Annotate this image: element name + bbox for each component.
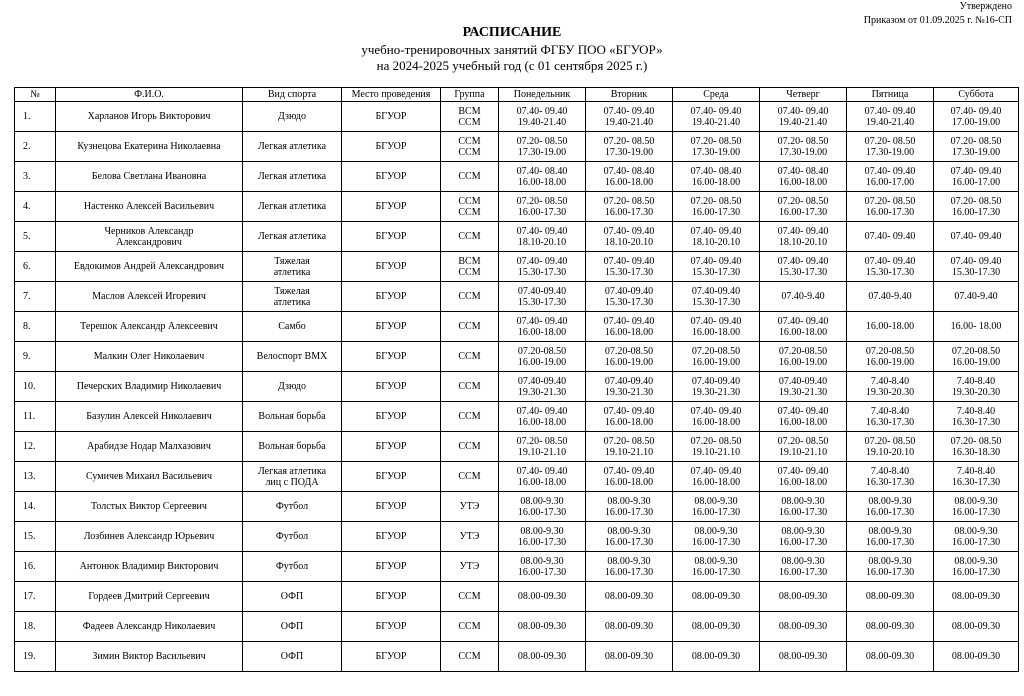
row-number-cell: 8. (15, 312, 56, 342)
wednesday-time-cell: 08.00-09.30 (673, 642, 760, 672)
monday-time-cell: 07.40- 08.40 16.00-18.00 (499, 162, 586, 192)
thursday-time-cell: 08.00-9.30 16.00-17.30 (760, 492, 847, 522)
trainer-name-cell: Малкин Олег Николаевич (56, 342, 243, 372)
table-row (15, 642, 1019, 672)
trainer-name-cell: Лозбинев Александр Юрьевич (56, 522, 243, 552)
saturday-time-cell: 08.00-09.30 (934, 582, 1019, 612)
row-number-cell: 19. (15, 642, 56, 672)
wednesday-time-cell: 07.40- 09.40 18.10-20.10 (673, 222, 760, 252)
col-header-saturday: Суббота (934, 88, 1019, 102)
saturday-time-cell: 07.40- 09.40 (934, 222, 1019, 252)
tuesday-time-cell: 07.20-08.50 16.00-19.00 (586, 342, 673, 372)
table-row (15, 132, 1019, 162)
monday-time-cell: 07.20- 08.50 17.30-19.00 (499, 132, 586, 162)
venue-cell: БГУОР (342, 132, 441, 162)
sport-cell: Легкая атлетика (243, 132, 342, 162)
friday-time-cell: 08.00-9.30 16.00-17.30 (847, 552, 934, 582)
row-number-cell: 5. (15, 222, 56, 252)
friday-time-cell: 7.40-8.40 16.30-17.30 (847, 462, 934, 492)
thursday-time-cell: 07.40- 09.40 16.00-18.00 (760, 462, 847, 492)
wednesday-time-cell: 07.40- 09.40 16.00-18.00 (673, 312, 760, 342)
friday-time-cell: 07.40- 09.40 16.00-17.00 (847, 162, 934, 192)
col-header-number: № (15, 88, 56, 102)
row-number-cell: 4. (15, 192, 56, 222)
monday-time-cell: 08.00-9.30 16.00-17.30 (499, 522, 586, 552)
venue-cell: БГУОР (342, 612, 441, 642)
tuesday-time-cell: 07.40-09.40 15.30-17.30 (586, 282, 673, 312)
group-cell: УТЭ (441, 552, 499, 582)
row-number-cell: 12. (15, 432, 56, 462)
trainer-name-cell: Базулин Алексей Николаевич (56, 402, 243, 432)
trainer-name-cell: Маслов Алексей Игоревич (56, 282, 243, 312)
wednesday-time-cell: 08.00-09.30 (673, 612, 760, 642)
table-row (15, 252, 1019, 282)
sport-cell: Вольная борьба (243, 432, 342, 462)
trainer-name-cell: Толстых Виктор Сергеевич (56, 492, 243, 522)
friday-time-cell: 07.40- 09.40 19.40-21.40 (847, 102, 934, 132)
saturday-time-cell: 7.40-8.40 16.30-17.30 (934, 462, 1019, 492)
friday-time-cell: 08.00-9.30 16.00-17.30 (847, 522, 934, 552)
venue-cell: БГУОР (342, 282, 441, 312)
sport-cell: Легкая атлетика лиц с ПОДА (243, 462, 342, 492)
sport-cell: ОФП (243, 642, 342, 672)
document-title: РАСПИСАНИЕ (462, 25, 562, 40)
sport-cell: Дзюдо (243, 102, 342, 132)
tuesday-time-cell: 07.40- 08.40 16.00-18.00 (586, 162, 673, 192)
table-header-row (15, 88, 1019, 102)
row-number-cell: 9. (15, 342, 56, 372)
wednesday-time-cell: 08.00-9.30 16.00-17.30 (673, 492, 760, 522)
friday-time-cell: 08.00-9.30 16.00-17.30 (847, 492, 934, 522)
col-header-group: Группа (441, 88, 499, 102)
group-cell: ССМ (441, 642, 499, 672)
table-row (15, 192, 1019, 222)
thursday-time-cell: 08.00-09.30 (760, 582, 847, 612)
trainer-name-cell: Харланов Игорь Викторович (56, 102, 243, 132)
table-row (15, 552, 1019, 582)
group-cell: ССМ (441, 282, 499, 312)
monday-time-cell: 08.00-09.30 (499, 582, 586, 612)
venue-cell: БГУОР (342, 552, 441, 582)
monday-time-cell: 08.00-9.30 16.00-17.30 (499, 492, 586, 522)
table-row (15, 312, 1019, 342)
thursday-time-cell: 07.40- 09.40 16.00-18.00 (760, 312, 847, 342)
row-number-cell: 14. (15, 492, 56, 522)
venue-cell: БГУОР (342, 102, 441, 132)
schedule-table (14, 87, 1019, 672)
row-number-cell: 13. (15, 462, 56, 492)
friday-time-cell: 7.40-8.40 19.30-20.30 (847, 372, 934, 402)
wednesday-time-cell: 07.40- 09.40 16.00-18.00 (673, 402, 760, 432)
friday-time-cell: 7.40-8.40 16.30-17.30 (847, 402, 934, 432)
row-number-cell: 11. (15, 402, 56, 432)
trainer-name-cell: Гордеев Дмитрий Сергеевич (56, 582, 243, 612)
monday-time-cell: 07.40- 09.40 16.00-18.00 (499, 462, 586, 492)
thursday-time-cell: 07.40- 09.40 16.00-18.00 (760, 402, 847, 432)
row-number-cell: 7. (15, 282, 56, 312)
row-number-cell: 17. (15, 582, 56, 612)
col-header-tuesday: Вторник (586, 88, 673, 102)
saturday-time-cell: 07.20-08.50 16.00-19.00 (934, 342, 1019, 372)
tuesday-time-cell: 07.40- 09.40 15.30-17.30 (586, 252, 673, 282)
sport-cell: ОФП (243, 612, 342, 642)
monday-time-cell: 07.20- 08.50 19.10-21.10 (499, 432, 586, 462)
venue-cell: БГУОР (342, 372, 441, 402)
subtitle-line-2: на 2024-2025 учебный год (с 01 сентября 2025 г.) (376, 58, 648, 73)
saturday-time-cell: 07.20- 08.50 16.00-17.30 (934, 192, 1019, 222)
trainer-name-cell: Евдокимов Андрей Александрович (56, 252, 243, 282)
tuesday-time-cell: 08.00-9.30 16.00-17.30 (586, 552, 673, 582)
venue-cell: БГУОР (342, 492, 441, 522)
wednesday-time-cell: 07.20- 08.50 19.10-21.10 (673, 432, 760, 462)
friday-time-cell: 07.40-9.40 (847, 282, 934, 312)
group-cell: ССМ (441, 432, 499, 462)
monday-time-cell: 07.40- 09.40 19.40-21.40 (499, 102, 586, 132)
table-row (15, 222, 1019, 252)
tuesday-time-cell: 07.40- 09.40 19.40-21.40 (586, 102, 673, 132)
group-cell: ССМ (441, 612, 499, 642)
thursday-time-cell: 07.40- 09.40 19.40-21.40 (760, 102, 847, 132)
group-cell: ВСМ ССМ (441, 102, 499, 132)
col-header-name: Ф.И.О. (56, 88, 243, 102)
table-row (15, 582, 1019, 612)
venue-cell: БГУОР (342, 342, 441, 372)
monday-time-cell: 07.40- 09.40 15.30-17.30 (499, 252, 586, 282)
wednesday-time-cell: 07.40- 08.40 16.00-18.00 (673, 162, 760, 192)
thursday-time-cell: 08.00-9.30 16.00-17.30 (760, 522, 847, 552)
document-subtitle (0, 42, 1024, 74)
approval-line-2: Приказом от 01.09.2025 г. №16-СП (863, 15, 1012, 26)
friday-time-cell: 07.20-08.50 16.00-19.00 (847, 342, 934, 372)
friday-time-cell: 08.00-09.30 (847, 642, 934, 672)
wednesday-time-cell: 08.00-09.30 (673, 582, 760, 612)
tuesday-time-cell: 07.20- 08.50 19.10-21.10 (586, 432, 673, 462)
friday-time-cell: 07.40- 09.40 (847, 222, 934, 252)
venue-cell: БГУОР (342, 162, 441, 192)
saturday-time-cell: 7.40-8.40 19.30-20.30 (934, 372, 1019, 402)
table-row (15, 462, 1019, 492)
trainer-name-cell: Антонюк Владимир Викторович (56, 552, 243, 582)
table-row (15, 522, 1019, 552)
thursday-time-cell: 08.00-09.30 (760, 612, 847, 642)
friday-time-cell: 07.20- 08.50 17.30-19.00 (847, 132, 934, 162)
saturday-time-cell: 08.00-9.30 16.00-17.30 (934, 552, 1019, 582)
wednesday-time-cell: 07.40- 09.40 15.30-17.30 (673, 252, 760, 282)
tuesday-time-cell: 08.00-09.30 (586, 612, 673, 642)
sport-cell: Легкая атлетика (243, 222, 342, 252)
tuesday-time-cell: 07.40- 09.40 16.00-18.00 (586, 462, 673, 492)
col-header-sport: Вид спорта (243, 88, 342, 102)
row-number-cell: 18. (15, 612, 56, 642)
tuesday-time-cell: 07.40- 09.40 18.10-20.10 (586, 222, 673, 252)
trainer-name-cell: Печерских Владимир Николаевич (56, 372, 243, 402)
friday-time-cell: 16.00-18.00 (847, 312, 934, 342)
saturday-time-cell: 08.00-9.30 16.00-17.30 (934, 522, 1019, 552)
trainer-name-cell: Сумичев Михаил Васильевич (56, 462, 243, 492)
trainer-name-cell: Терешок Александр Алексеевич (56, 312, 243, 342)
thursday-time-cell: 07.40-9.40 (760, 282, 847, 312)
tuesday-time-cell: 07.40- 09.40 16.00-18.00 (586, 402, 673, 432)
saturday-time-cell: 07.20- 08.50 17.30-19.00 (934, 132, 1019, 162)
wednesday-time-cell: 07.20-08.50 16.00-19.00 (673, 342, 760, 372)
wednesday-time-cell: 07.40-09.40 19.30-21.30 (673, 372, 760, 402)
table-row (15, 372, 1019, 402)
row-number-cell: 1. (15, 102, 56, 132)
group-cell: ССМ (441, 342, 499, 372)
thursday-time-cell: 07.20-08.50 16.00-19.00 (760, 342, 847, 372)
monday-time-cell: 08.00-09.30 (499, 642, 586, 672)
thursday-time-cell: 07.40- 08.40 16.00-18.00 (760, 162, 847, 192)
group-cell: ВСМ ССМ (441, 252, 499, 282)
venue-cell: БГУОР (342, 222, 441, 252)
venue-cell: БГУОР (342, 402, 441, 432)
venue-cell: БГУОР (342, 432, 441, 462)
row-number-cell: 10. (15, 372, 56, 402)
saturday-time-cell: 16.00- 18.00 (934, 312, 1019, 342)
trainer-name-cell: Арабидзе Нодар Малхазович (56, 432, 243, 462)
row-number-cell: 3. (15, 162, 56, 192)
col-header-monday: Понедельник (499, 88, 586, 102)
saturday-time-cell: 07.40- 09.40 15.30-17.30 (934, 252, 1019, 282)
trainer-name-cell: Настенко Алексей Васильевич (56, 192, 243, 222)
sport-cell: Вольная борьба (243, 402, 342, 432)
monday-time-cell: 07.40-09.40 15.30-17.30 (499, 282, 586, 312)
friday-time-cell: 08.00-09.30 (847, 612, 934, 642)
group-cell: ССМ (441, 462, 499, 492)
monday-time-cell: 07.20- 08.50 16.00-17.30 (499, 192, 586, 222)
thursday-time-cell: 07.40-09.40 19.30-21.30 (760, 372, 847, 402)
tuesday-time-cell: 08.00-9.30 16.00-17.30 (586, 492, 673, 522)
table-row (15, 162, 1019, 192)
monday-time-cell: 07.40- 09.40 16.00-18.00 (499, 402, 586, 432)
table-row (15, 102, 1019, 132)
saturday-time-cell: 07.40- 09.40 17.00-19.00 (934, 102, 1019, 132)
wednesday-time-cell: 07.40-09.40 15.30-17.30 (673, 282, 760, 312)
subtitle-line-1: учебно-тренировочных занятий ФГБУ ПОО «БГУОР» (361, 42, 663, 57)
trainer-name-cell: Фадеев Александр Николаевич (56, 612, 243, 642)
tuesday-time-cell: 07.40-09.40 19.30-21.30 (586, 372, 673, 402)
friday-time-cell: 07.20- 08.50 19.10-20.10 (847, 432, 934, 462)
friday-time-cell: 07.40- 09.40 15.30-17.30 (847, 252, 934, 282)
sport-cell: Самбо (243, 312, 342, 342)
wednesday-time-cell: 07.40- 09.40 16.00-18.00 (673, 462, 760, 492)
venue-cell: БГУОР (342, 582, 441, 612)
group-cell: ССМ ССМ (441, 132, 499, 162)
venue-cell: БГУОР (342, 642, 441, 672)
venue-cell: БГУОР (342, 192, 441, 222)
trainer-name-cell: Кузнецова Екатерина Николаевна (56, 132, 243, 162)
trainer-name-cell: Черников Александр Александрович (56, 222, 243, 252)
row-number-cell: 2. (15, 132, 56, 162)
saturday-time-cell: 08.00-09.30 (934, 612, 1019, 642)
group-cell: ССМ (441, 372, 499, 402)
monday-time-cell: 07.40- 09.40 16.00-18.00 (499, 312, 586, 342)
thursday-time-cell: 07.20- 08.50 19.10-21.10 (760, 432, 847, 462)
saturday-time-cell: 08.00-9.30 16.00-17.30 (934, 492, 1019, 522)
monday-time-cell: 08.00-09.30 (499, 612, 586, 642)
col-header-place: Место проведения (342, 88, 441, 102)
saturday-time-cell: 7.40-8.40 16.30-17.30 (934, 402, 1019, 432)
saturday-time-cell: 07.40-9.40 (934, 282, 1019, 312)
sport-cell: Велоспорт ВМХ (243, 342, 342, 372)
group-cell: ССМ (441, 312, 499, 342)
group-cell: ССМ ССМ (441, 192, 499, 222)
col-header-wednesday: Среда (673, 88, 760, 102)
row-number-cell: 6. (15, 252, 56, 282)
sport-cell: Футбол (243, 552, 342, 582)
tuesday-time-cell: 08.00-09.30 (586, 582, 673, 612)
tuesday-time-cell: 07.20- 08.50 17.30-19.00 (586, 132, 673, 162)
wednesday-time-cell: 08.00-9.30 16.00-17.30 (673, 552, 760, 582)
sport-cell: ОФП (243, 582, 342, 612)
monday-time-cell: 07.20-08.50 16.00-19.00 (499, 342, 586, 372)
sport-cell: Футбол (243, 492, 342, 522)
tuesday-time-cell: 08.00-09.30 (586, 642, 673, 672)
thursday-time-cell: 07.20- 08.50 16.00-17.30 (760, 192, 847, 222)
thursday-time-cell: 08.00-9.30 16.00-17.30 (760, 552, 847, 582)
table-row (15, 282, 1019, 312)
trainer-name-cell: Белова Светлана Ивановна (56, 162, 243, 192)
saturday-time-cell: 07.20- 08.50 16.30-18.30 (934, 432, 1019, 462)
sport-cell: Легкая атлетика (243, 162, 342, 192)
thursday-time-cell: 08.00-09.30 (760, 642, 847, 672)
group-cell: ССМ (441, 582, 499, 612)
friday-time-cell: 08.00-09.30 (847, 582, 934, 612)
row-number-cell: 16. (15, 552, 56, 582)
sport-cell: Тяжелая атлетика (243, 282, 342, 312)
thursday-time-cell: 07.40- 09.40 18.10-20.10 (760, 222, 847, 252)
trainer-name-cell: Зимин Виктор Васильевич (56, 642, 243, 672)
table-row (15, 612, 1019, 642)
friday-time-cell: 07.20- 08.50 16.00-17.30 (847, 192, 934, 222)
group-cell: ССМ (441, 222, 499, 252)
table-row (15, 432, 1019, 462)
sport-cell: Тяжелая атлетика (243, 252, 342, 282)
wednesday-time-cell: 07.20- 08.50 17.30-19.00 (673, 132, 760, 162)
row-number-cell: 15. (15, 522, 56, 552)
wednesday-time-cell: 07.20- 08.50 16.00-17.30 (673, 192, 760, 222)
tuesday-time-cell: 07.20- 08.50 16.00-17.30 (586, 192, 673, 222)
approval-line-1: Утверждено (959, 1, 1012, 12)
venue-cell: БГУОР (342, 462, 441, 492)
col-header-friday: Пятница (847, 88, 934, 102)
thursday-time-cell: 07.40- 09.40 15.30-17.30 (760, 252, 847, 282)
sport-cell: Футбол (243, 522, 342, 552)
monday-time-cell: 07.40- 09.40 18.10-20.10 (499, 222, 586, 252)
tuesday-time-cell: 08.00-9.30 16.00-17.30 (586, 522, 673, 552)
table-row (15, 342, 1019, 372)
saturday-time-cell: 08.00-09.30 (934, 642, 1019, 672)
table-row (15, 492, 1019, 522)
monday-time-cell: 08.00-9.30 16.00-17.30 (499, 552, 586, 582)
sport-cell: Легкая атлетика (243, 192, 342, 222)
venue-cell: БГУОР (342, 522, 441, 552)
venue-cell: БГУОР (342, 252, 441, 282)
table-row (15, 402, 1019, 432)
group-cell: ССМ (441, 402, 499, 432)
saturday-time-cell: 07.40- 09.40 16.00-17.00 (934, 162, 1019, 192)
monday-time-cell: 07.40-09.40 19.30-21.30 (499, 372, 586, 402)
tuesday-time-cell: 07.40- 09.40 16.00-18.00 (586, 312, 673, 342)
wednesday-time-cell: 07.40- 09.40 19.40-21.40 (673, 102, 760, 132)
group-cell: УТЭ (441, 522, 499, 552)
sport-cell: Дзюдо (243, 372, 342, 402)
group-cell: УТЭ (441, 492, 499, 522)
wednesday-time-cell: 08.00-9.30 16.00-17.30 (673, 522, 760, 552)
group-cell: ССМ (441, 162, 499, 192)
thursday-time-cell: 07.20- 08.50 17.30-19.00 (760, 132, 847, 162)
col-header-thursday: Четверг (760, 88, 847, 102)
venue-cell: БГУОР (342, 312, 441, 342)
